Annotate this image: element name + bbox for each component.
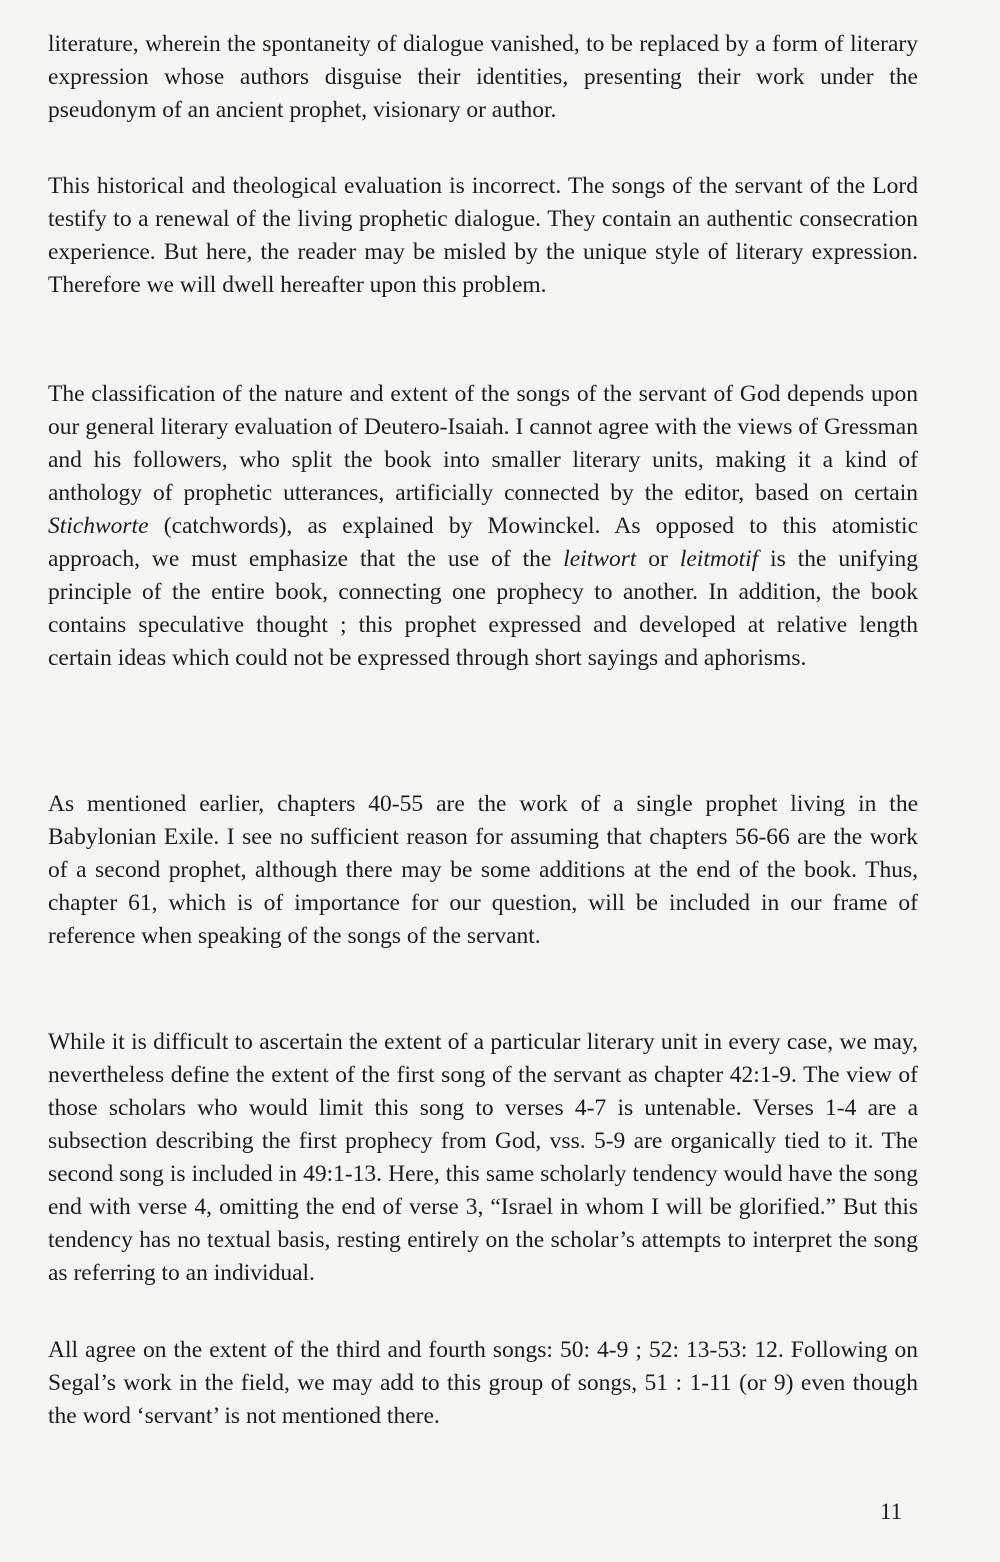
italic-term: Stichworte (48, 513, 149, 539)
page-number: 11 (880, 1499, 903, 1524)
text-run: or (636, 546, 680, 572)
text-run: As mentioned earlier, chapters 40-55 are the work of a single prophet living in the Babylonian Exile. I see no sufficient reason for assuming that chapters 56-66 are the work of a second prophet, although there may be some additions at the end of the book. Thus, chapter 61, which is of importance for our question, will be included in our frame of reference when speaking of the songs of the servant. (48, 791, 918, 949)
paragraph-4 (48, 788, 918, 953)
text-run: literature, wherein the spontaneity of dialogue vanished, to be replaced by a form of literary expression whose authors disguise their identities, presenting their work under the pseudonym of an ancient prophet, visionary or author. (48, 31, 918, 123)
text-run: This historical and theological evaluation is incorrect. The songs of the servant of the Lord testify to a renewal of the living prophetic dialogue. They contain an authentic consecration experience. But here, the reader may be misled by the unique style of literary expression. Therefore we will dwell hereafter upon this problem. (48, 173, 918, 298)
text-run: All agree on the extent of the third and fourth songs: 50: 4-9 ; 52: 13-53: 12. Following on Segal’s work in the field, we may add to this group of songs, 51 : 1-11 (or 9) even though the word ‘servant’ is not mentioned there. (48, 1337, 918, 1429)
italic-term: leitmotif (679, 546, 759, 572)
paragraph-6 (48, 1334, 918, 1433)
paragraph-5 (48, 1026, 918, 1290)
paragraph-2 (48, 170, 918, 302)
paragraph-3 (48, 378, 918, 675)
text-run: While it is difficult to ascertain the extent of a particular literary unit in every case, we may, nevertheless define the extent of the first song of the servant as chapter 42:1-9. The view of those scholars who would limit this song to verses 4-7 is untenable. Verses 1-4 are a subsection describing the first prophecy from God, vss. 5-9 are organically tied to it. The second song is included in 49:1-13. Here, this same scholarly tendency would have the song end with verse 4, omitting the end of verse 3, “Israel in whom I will be glorified.” But this tendency has no textual basis, resting entirely on the scholar’s attempts to interpret the song as referring to an individual. (48, 1029, 918, 1286)
text-run: is the unifying principle of the entire book, connecting one prophecy to another. In addition, the book contains speculative thought ; this prophet expressed and developed at relative length certain ideas which could not be expressed through short sayings and aphorisms. (48, 546, 918, 671)
text-run: The classification of the nature and extent of the songs of the servant of God depends upon our general literary evaluation of Deutero-Isaiah. I cannot agree with the views of Gressman and his followers, who split the book into smaller literary units, making it a kind of anthology of prophetic utterances, artificially connected by the editor, based on certain (48, 381, 918, 506)
paragraph-1 (48, 28, 918, 127)
text-run: (catchwords), as explained by Mowinckel. As opposed to this atomistic approach, we must emphasize that the use of the (48, 513, 918, 572)
italic-term: leitwort (563, 546, 637, 572)
